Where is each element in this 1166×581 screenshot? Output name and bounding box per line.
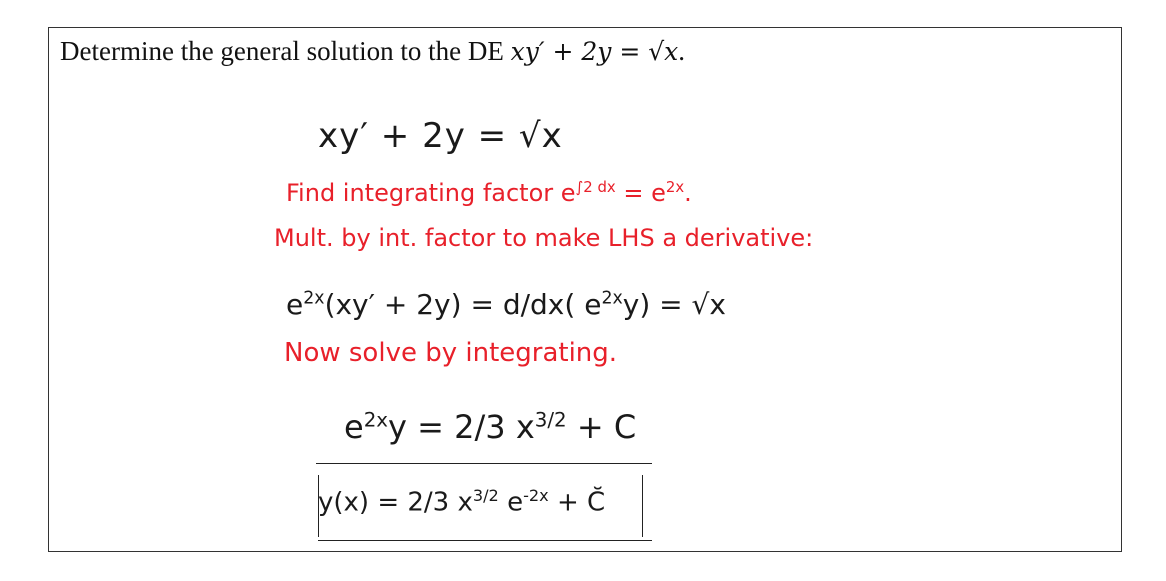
problem-statement xyxy=(60,36,685,67)
work-line-6-d: x xyxy=(505,408,535,446)
work-line-4-e: y) = √x xyxy=(622,288,726,321)
work-line-2-end: . xyxy=(684,179,692,207)
work-line-4 xyxy=(286,288,726,321)
work-line-6-c: 2/3 xyxy=(454,408,506,446)
final-answer-c-exp: 3/2 xyxy=(472,486,499,505)
final-answer-d-exp: -2x xyxy=(523,486,549,505)
work-line-4-b: (xy′ + 2y) = xyxy=(324,288,503,321)
final-answer-d: e xyxy=(498,487,524,518)
work-line-4-d-exp: 2x xyxy=(601,288,623,309)
work-line-2-exp: ∫2 dx xyxy=(575,178,616,196)
work-line-4-c: d/dx xyxy=(502,288,565,321)
work-line-6-a-exp: 2x xyxy=(363,408,389,432)
final-answer-b: 2/3 xyxy=(407,487,450,518)
answer-underline xyxy=(318,540,652,541)
final-answer-e: + C̆ xyxy=(548,487,606,518)
work-line-6 xyxy=(344,408,636,446)
work-line-3: Mult. by int. factor to make LHS a derivative: xyxy=(274,224,814,252)
work-line-2-exp2: 2x xyxy=(665,178,685,196)
divider-rule xyxy=(316,463,652,464)
work-line-2-eq: = e xyxy=(615,179,666,207)
work-line-2 xyxy=(286,178,692,207)
problem-prefix: Determine the general solution to the DE xyxy=(60,36,511,66)
work-line-4-a-exp: 2x xyxy=(303,288,325,309)
problem-suffix: . xyxy=(678,36,686,66)
final-answer xyxy=(318,486,605,518)
final-answer-a: y(x) = xyxy=(318,487,408,518)
problem-equation: xy′ + 2y = √x xyxy=(510,37,679,66)
answer-box-right xyxy=(642,475,643,537)
work-line-6-e: + C xyxy=(566,408,637,446)
work-line-1: xy′ + 2y = √x xyxy=(318,116,563,156)
work-line-2-text: Find integrating factor e xyxy=(286,179,576,207)
final-answer-c: x xyxy=(449,487,473,518)
work-line-4-a: e xyxy=(286,288,304,321)
work-line-5: Now solve by integrating. xyxy=(284,338,618,368)
work-line-4-d: ( e xyxy=(564,288,602,321)
work-line-6-a: e xyxy=(344,408,364,446)
work-line-6-b: y = xyxy=(388,408,455,446)
work-line-6-d-exp: 3/2 xyxy=(534,408,567,432)
